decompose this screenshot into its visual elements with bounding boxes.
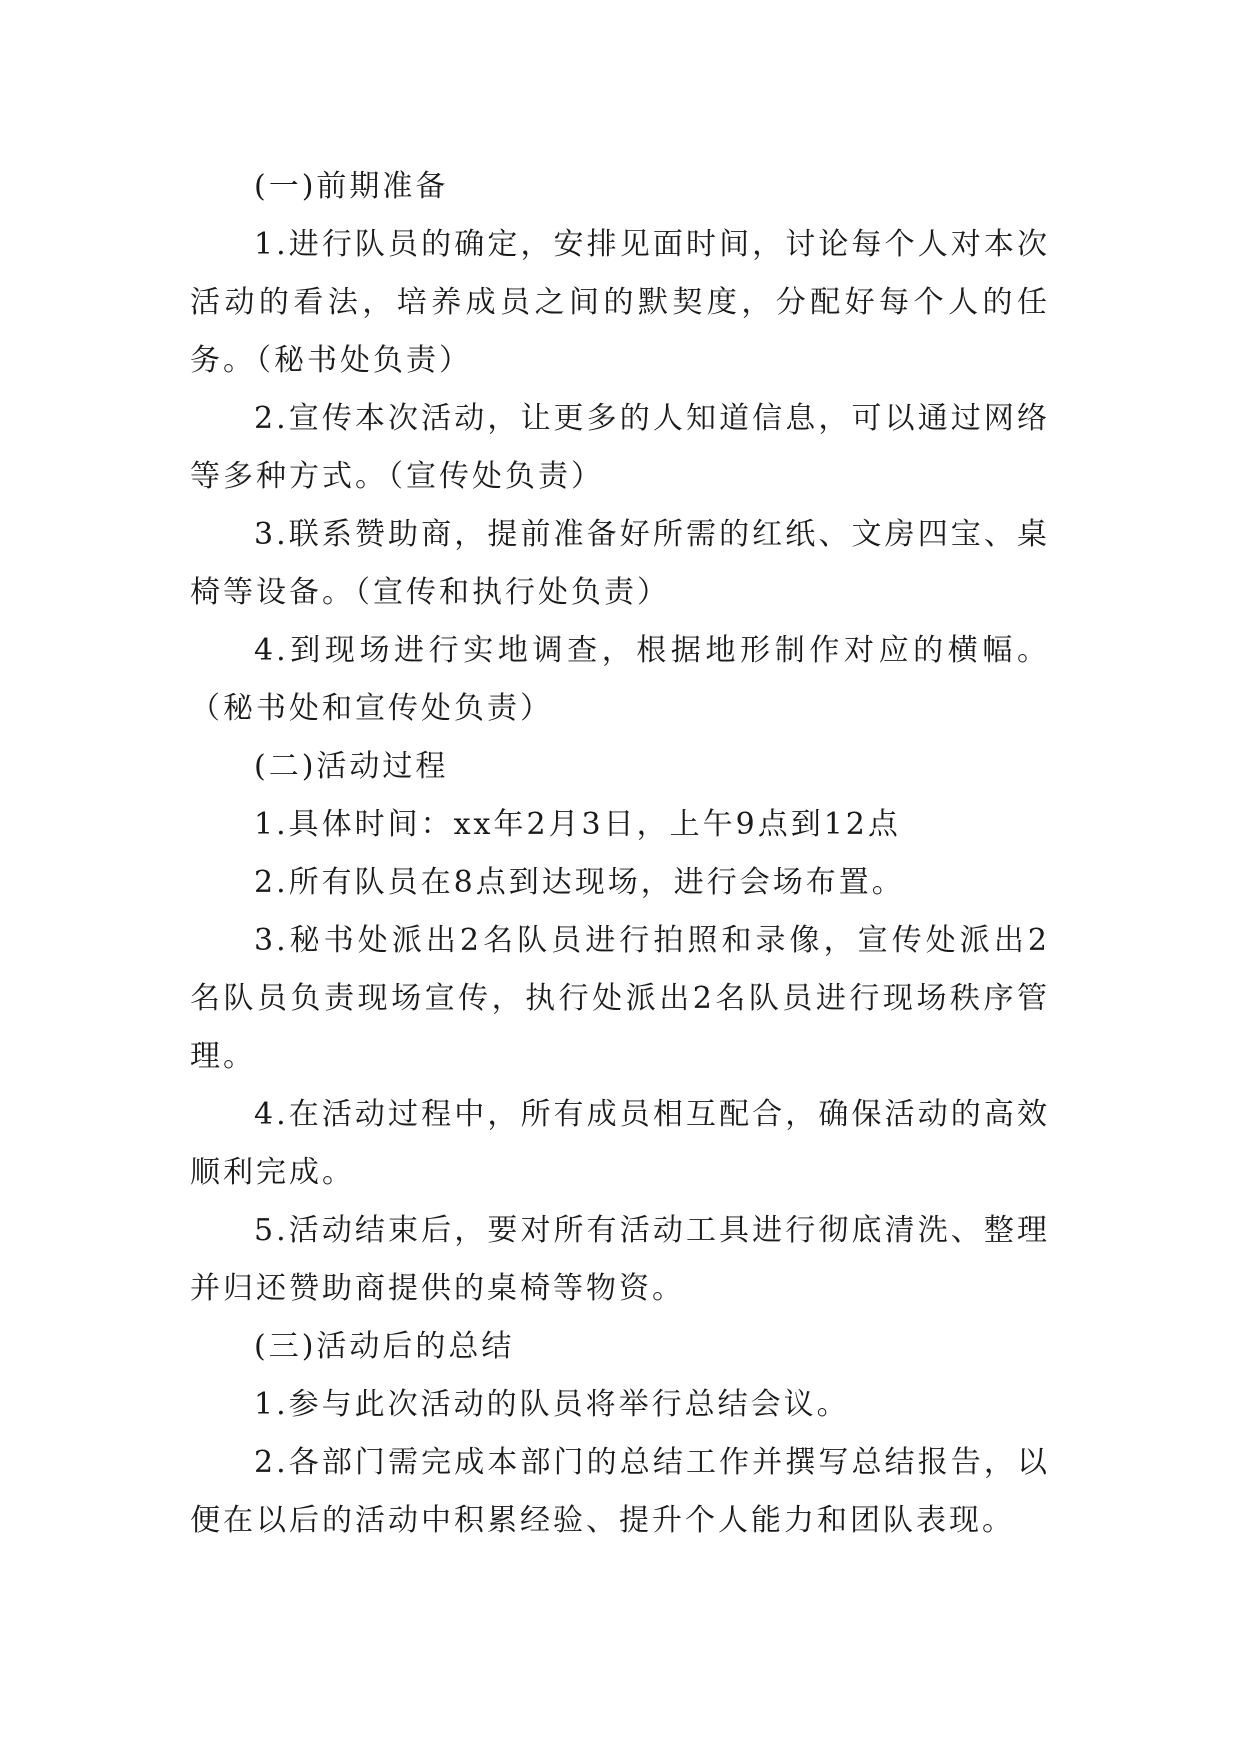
paragraph: 3.联系赞助商，提前准备好所需的红纸、文房四宝、桌椅等设备。（宣传和执行处负责） [190,517,1050,610]
paragraph: 1.具体时间：xx年2月3日，上午9点到12点 [254,807,901,842]
paragraph: 2.宣传本次活动，让更多的人知道信息，可以通过网络等多种方式。（宣传处负责） [190,401,1050,494]
paragraph: 1.参与此次活动的队员将举行总结会议。 [254,1387,850,1422]
paragraph: 2.所有队员在8点到达现场，进行会场布置。 [254,865,905,900]
paragraph: 3.秘书处派出2名队员进行拍照和录像，宣传处派出2名队员负责现场宣传，执行处派出2名队员进行现场秩序管理。 [190,923,1050,1074]
section-heading-3: (三)活动后的总结 [254,1329,515,1364]
document-body [190,158,1050,1550]
section-heading-2: (二)活动过程 [254,749,449,784]
paragraph: 5.活动结束后，要对所有活动工具进行彻底清洗、整理并归还赞助商提供的桌椅等物资。 [190,1213,1050,1306]
paragraph: 4.在活动过程中，所有成员相互配合，确保活动的高效顺利完成。 [190,1097,1050,1190]
paragraph: 1.进行队员的确定，安排见面时间，讨论每个人对本次活动的看法，培养成员之间的默契度，分配好每个人的任务。（秘书处负责） [190,227,1050,378]
section-heading-1: (一)前期准备 [254,169,449,204]
paragraph: 4.到现场进行实地调查，根据地形制作对应的横幅。（秘书处和宣传处负责） [190,633,1050,726]
paragraph: 2.各部门需完成本部门的总结工作并撰写总结报告，以便在以后的活动中积累经验、提升个人能力和团队表现。 [190,1445,1050,1538]
